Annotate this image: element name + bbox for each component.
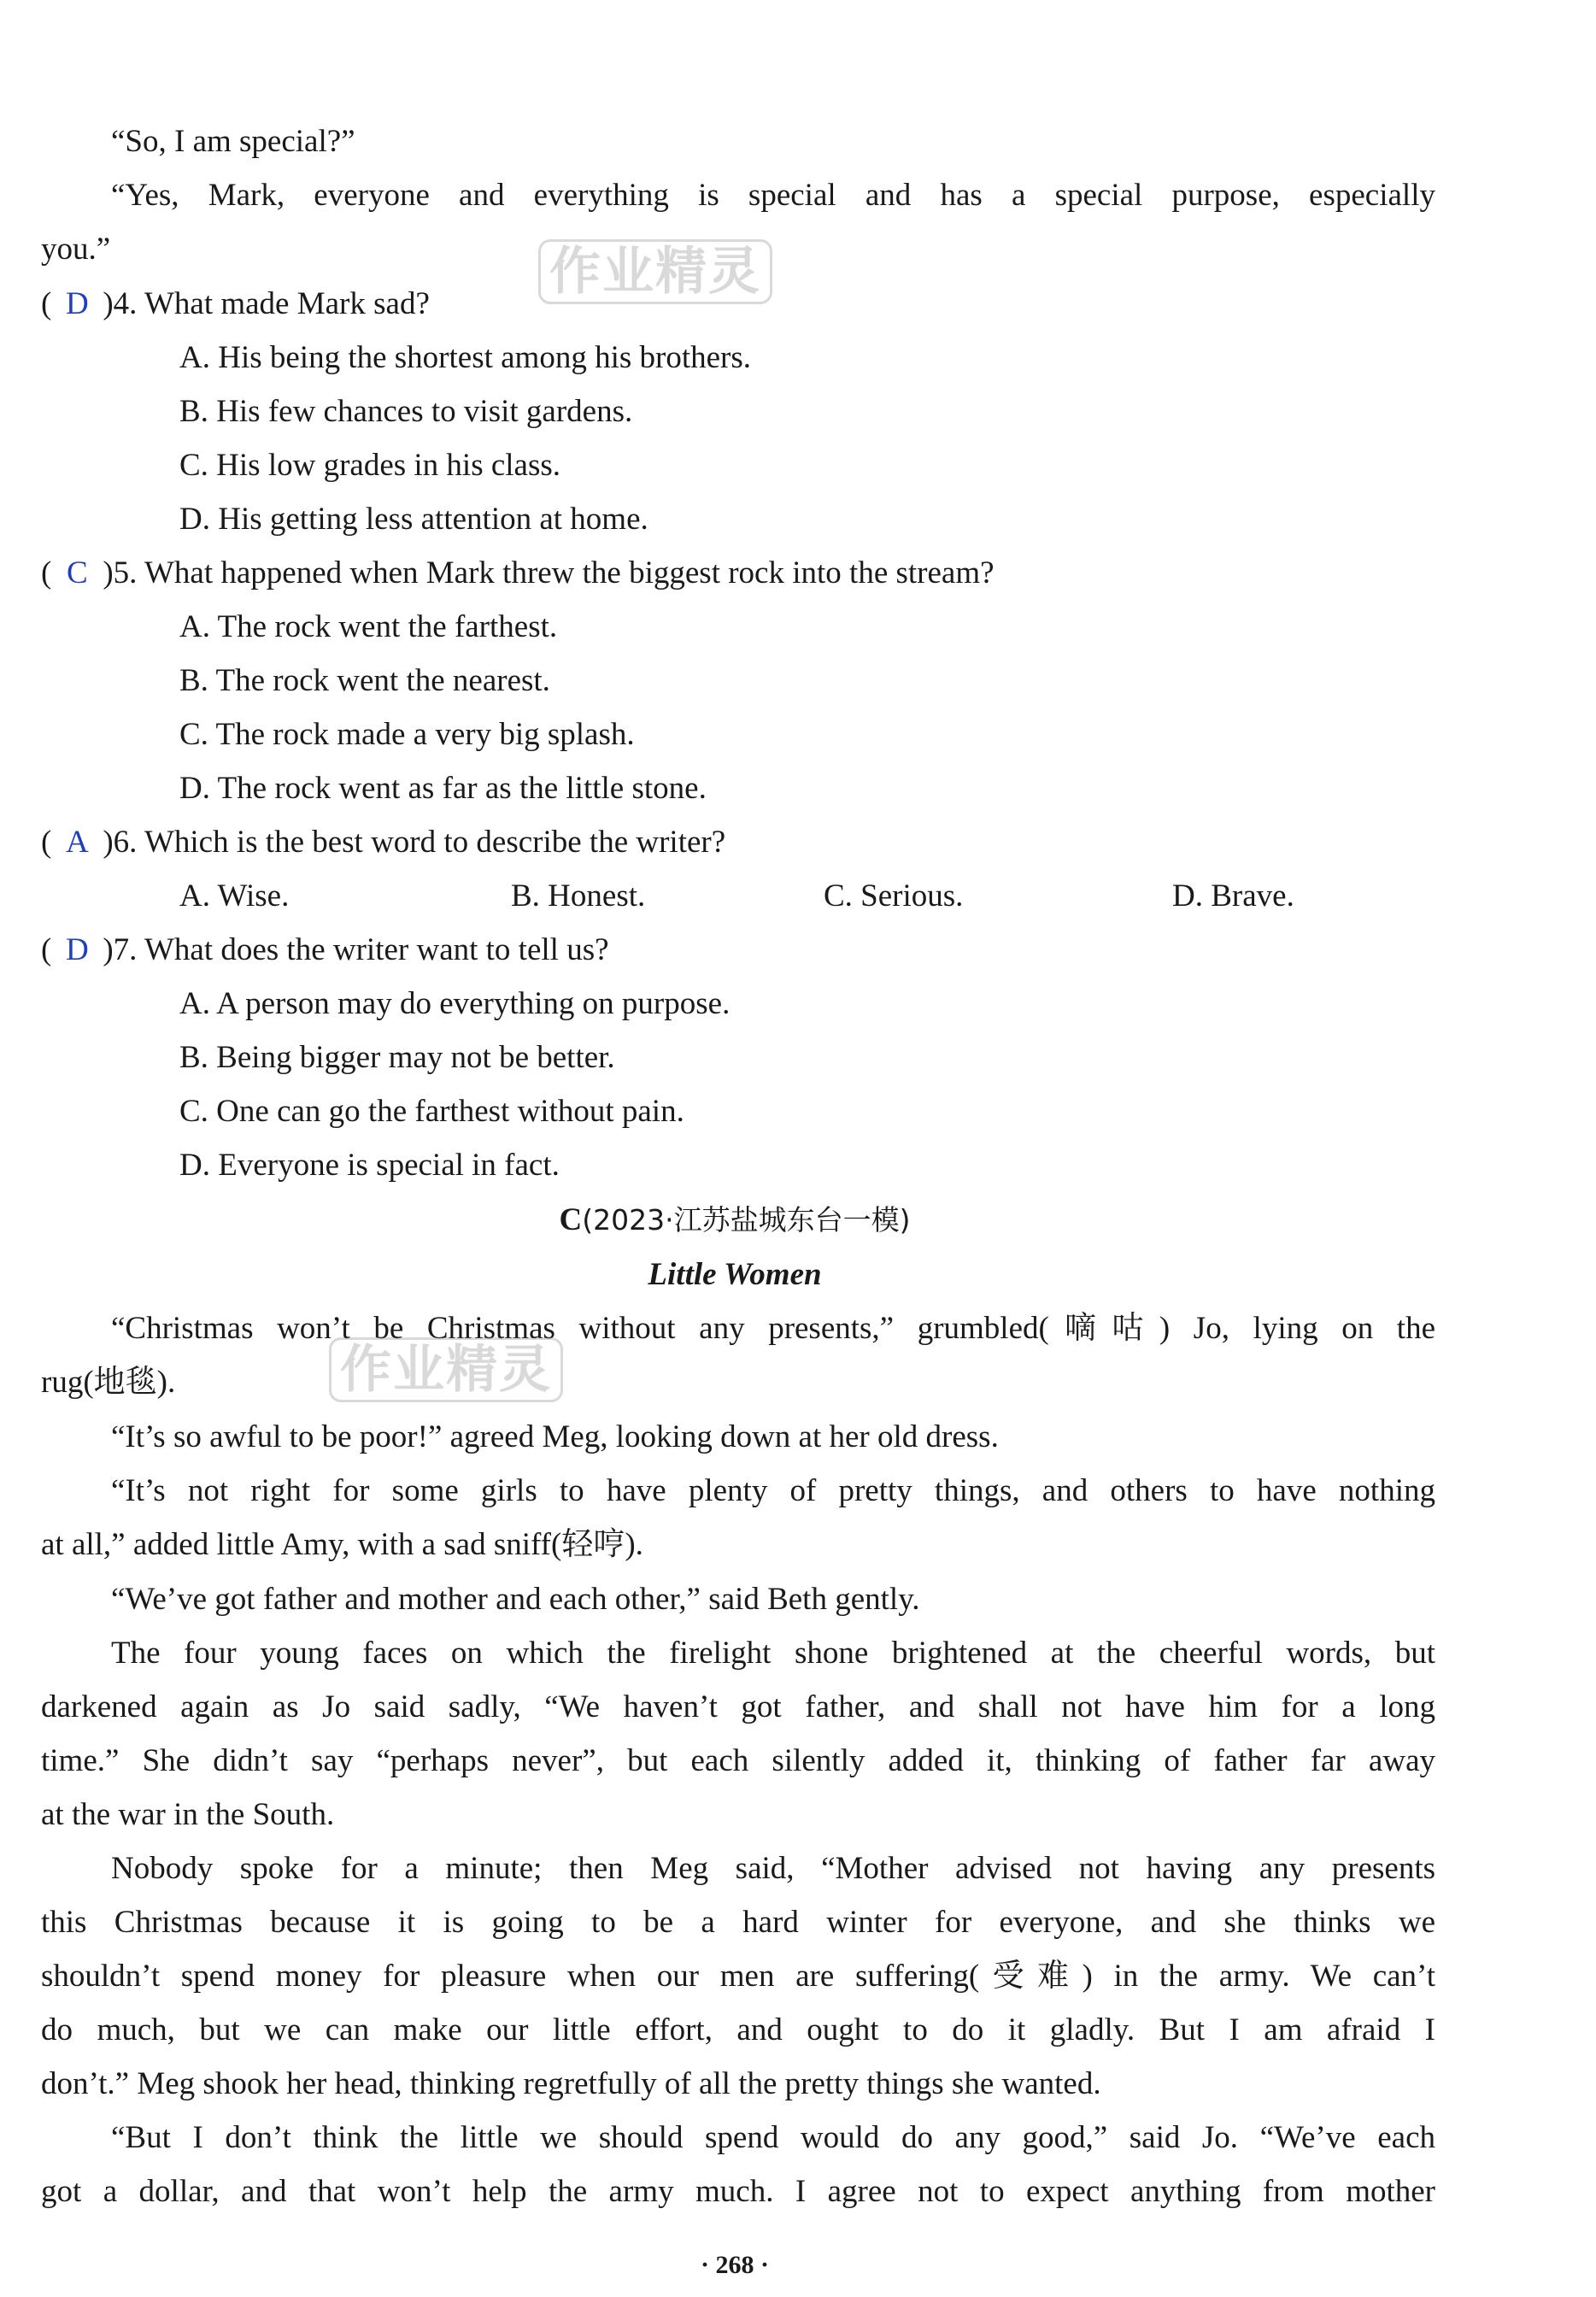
text-line: got a dollar, and that won’t help the army much. I agree not to expect anything from mother bbox=[41, 2174, 1435, 2209]
text-line: this Christmas because it is going to be a hard winter for everyone, and she thinks we bbox=[41, 1905, 1435, 1940]
section-source: (2023·江苏盐城东台一模) bbox=[582, 1203, 911, 1237]
option-row bbox=[179, 876, 1444, 917]
question-7: ( D )7. What does the writer want to tell us? bbox=[41, 930, 1435, 971]
watermark: 作业精灵 bbox=[538, 231, 772, 304]
text-line: at the war in the South. bbox=[41, 1797, 335, 1832]
text-line: “It’s not right for some girls to have plenty of pretty things, and others to have nothing bbox=[111, 1473, 1435, 1508]
answer-6: A bbox=[65, 825, 89, 860]
question-4: ( D )4. What made Mark sad? bbox=[41, 284, 1435, 325]
text-line: Nobody spoke for a minute; then Meg said, “Mother advised not having any presents bbox=[111, 1851, 1435, 1886]
question-stem: )7. What does the writer want to tell us? bbox=[103, 932, 609, 967]
question-stem: )5. What happened when Mark threw the biggest rock into the stream? bbox=[103, 555, 995, 590]
option: A. Wise. bbox=[179, 878, 290, 914]
text-line: at all,” added little Amy, with a sad sniff(轻哼). bbox=[41, 1527, 643, 1562]
question-6: ( A )6. Which is the best word to describe the writer? bbox=[41, 822, 1435, 863]
page-number: · 268 · bbox=[700, 2251, 769, 2279]
option: B. His few chances to visit gardens. bbox=[179, 394, 633, 429]
text-line: “We’ve got father and mother and each other,” said Beth gently. bbox=[111, 1582, 920, 1617]
option: A. The rock went the farthest. bbox=[179, 609, 558, 644]
option: D. His getting less attention at home. bbox=[179, 502, 648, 537]
text-line: rug(地毯). bbox=[41, 1365, 176, 1400]
section-heading bbox=[0, 1200, 1470, 1241]
option: A. A person may do everything on purpose. bbox=[179, 986, 731, 1021]
text-line: “But I don’t think the little we should spend would do any good,” said Jo. “We’ve each bbox=[111, 2120, 1435, 2155]
option: B. The rock went the nearest. bbox=[179, 663, 550, 698]
text-line: “So, I am special?” bbox=[111, 124, 355, 159]
option: D. The rock went as far as the little stone. bbox=[179, 771, 707, 806]
option: D. Everyone is special in fact. bbox=[179, 1148, 560, 1183]
section-letter: C bbox=[559, 1202, 583, 1237]
option: B. Being bigger may not be better. bbox=[179, 1040, 615, 1075]
answer-5: C bbox=[66, 555, 88, 590]
text-line: shouldn’t spend money for pleasure when our men are suffering(受难) in the army. We can’t bbox=[41, 1959, 1435, 1994]
question-stem: )4. What made Mark sad? bbox=[103, 286, 430, 321]
option: B. Honest. bbox=[511, 878, 646, 914]
text-line: don’t.” Meg shook her head, thinking regretfully of all the pretty things she wanted. bbox=[41, 2066, 1101, 2101]
question-5: ( C )5. What happened when Mark threw the biggest rock into the stream? bbox=[41, 553, 1435, 594]
question-stem: )6. Which is the best word to describe the writer? bbox=[103, 825, 726, 860]
text-line: “Christmas won’t be Christmas without any presents,” grumbled(嘀咕) Jo, lying on the bbox=[111, 1311, 1435, 1346]
text-line: “It’s so awful to be poor!” agreed Meg, looking down at her old dress. bbox=[111, 1419, 999, 1454]
option: C. Serious. bbox=[824, 878, 964, 914]
passage-title: Little Women bbox=[648, 1257, 822, 1292]
option: D. Brave. bbox=[1172, 878, 1294, 914]
text-line: darkened again as Jo said sadly, “We haven’t got father, and shall not have him for a long bbox=[41, 1689, 1435, 1724]
text-line: The four young faces on which the firelight shone brightened at the cheerful words, but bbox=[111, 1636, 1435, 1671]
text-line: do much, but we can make our little effort, and ought to do it gladly. But I am afraid I bbox=[41, 2012, 1435, 2047]
option: C. The rock made a very big splash. bbox=[179, 717, 635, 752]
text-line: time.” She didn’t say “perhaps never”, but each silently added it, thinking of father far away bbox=[41, 1743, 1435, 1778]
option: A. His being the shortest among his brothers. bbox=[179, 340, 751, 375]
watermark: 作业精灵 bbox=[329, 1329, 563, 1402]
text-line: “Yes, Mark, everyone and everything is special and has a special purpose, especially bbox=[111, 178, 1435, 213]
answer-7: D bbox=[65, 932, 89, 967]
text-line: you.” bbox=[41, 232, 111, 267]
option: C. His low grades in his class. bbox=[179, 448, 561, 483]
answer-4: D bbox=[65, 286, 89, 321]
option: C. One can go the farthest without pain. bbox=[179, 1094, 684, 1129]
